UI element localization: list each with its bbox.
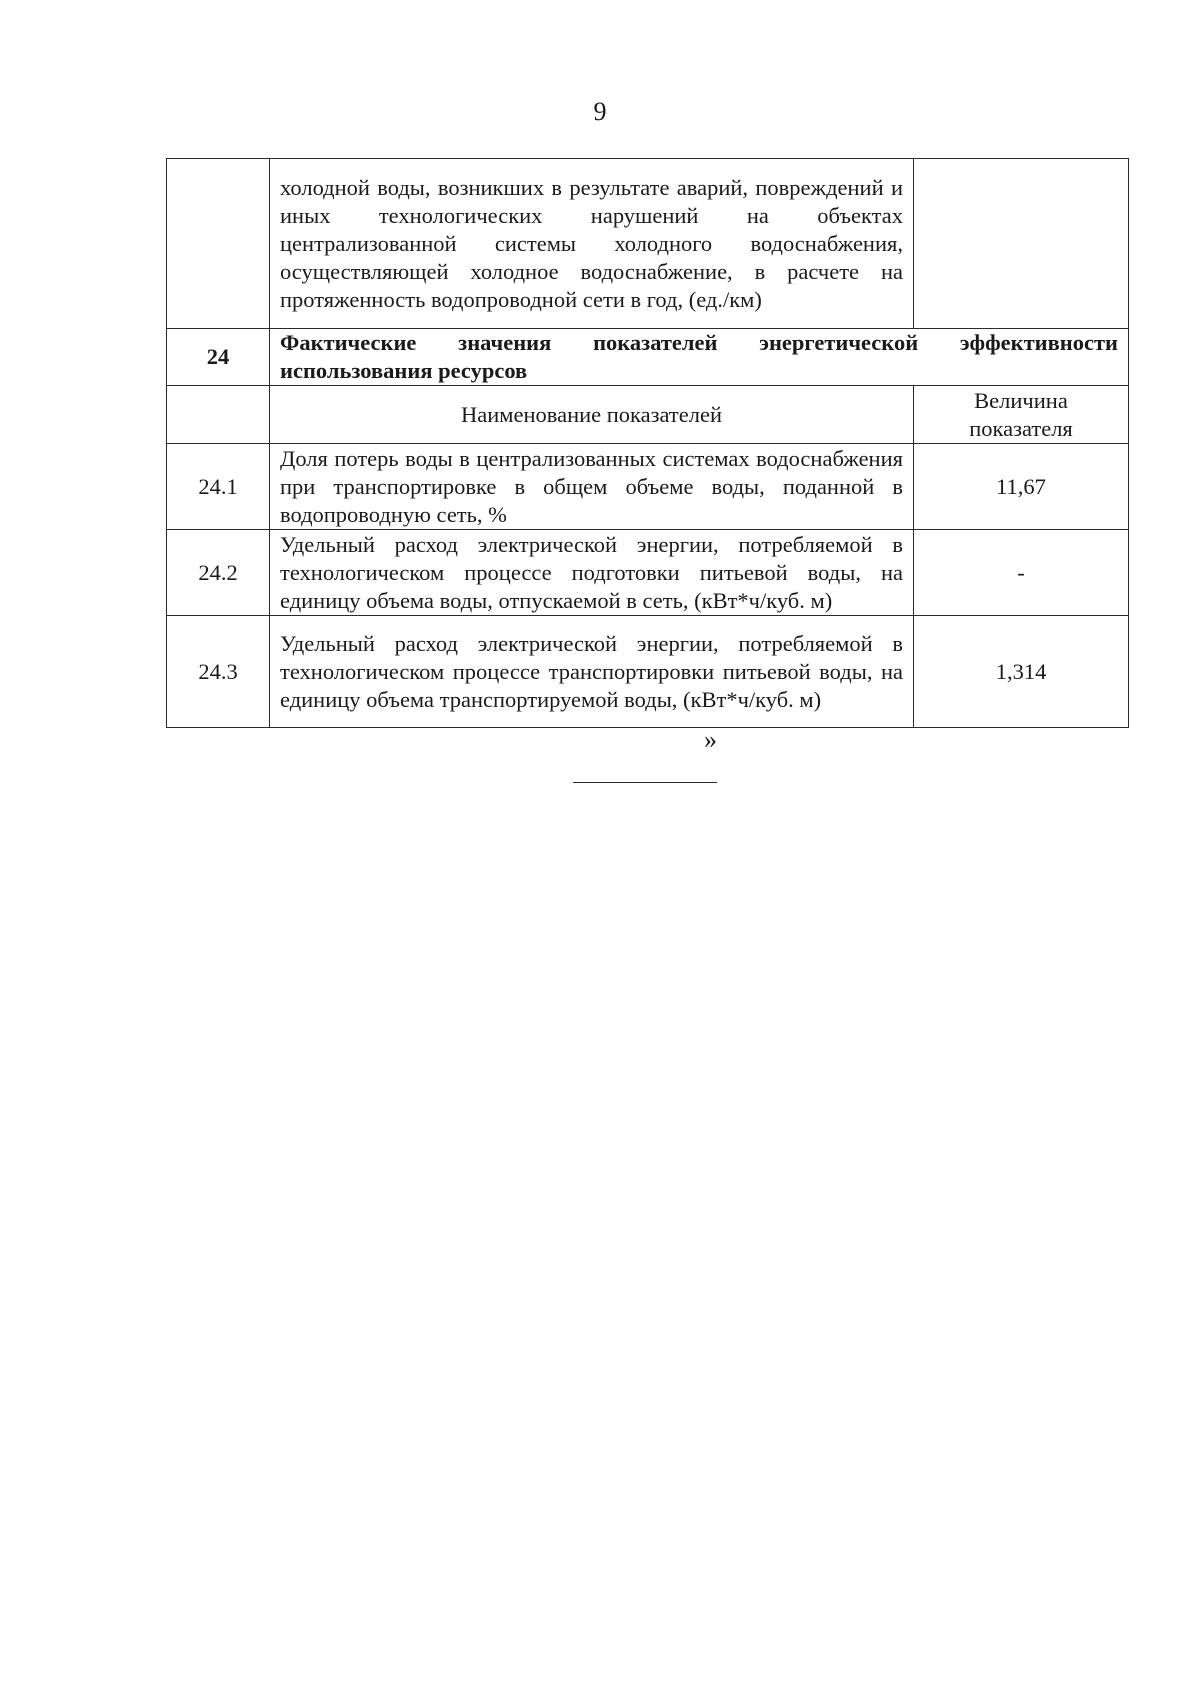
header-indicator-name: Наименование показателей	[270, 386, 914, 444]
header-indicator-value: Величина показателя	[914, 386, 1129, 444]
page-number: 9	[593, 97, 607, 126]
column-header-row	[167, 386, 1129, 444]
table-row	[167, 616, 1129, 728]
indicators-table	[166, 158, 1129, 728]
indicator-value-cell: 1,314	[914, 616, 1129, 728]
indicator-name-cell: холодной воды, возникших в результате аварий, повреждений и иных технологических нарушений на объектах централизованной системы холодного водоснабжения, осуществляющей холодное водоснабжение, в расчете на протяженность водопроводной сети в год, (ед./км)	[270, 159, 914, 329]
indicator-name-cell: Доля потерь воды в централизованных системах водоснабжения при транспортировке в общем объеме воды, поданной в водопроводную сеть, %	[270, 444, 914, 530]
indicator-value-cell: 11,67	[914, 444, 1129, 530]
table-row	[167, 159, 1129, 329]
indicator-name-cell: Удельный расход электрической энергии, потребляемой в технологическом процессе подготовки питьевой воды, на единицу объема воды, отпускаемой в сеть, (кВт*ч/куб. м)	[270, 530, 914, 616]
section-title-cell: Фактические значения показателей энергетической эффективности использования ресурсов	[270, 329, 1129, 386]
row-number-cell: 24.3	[167, 616, 270, 728]
row-number-cell: 24.2	[167, 530, 270, 616]
indicator-value-cell	[914, 159, 1129, 329]
closing-quote: »	[704, 725, 717, 754]
table-row	[167, 530, 1129, 616]
row-number-cell	[167, 159, 270, 329]
indicator-name-cell: Удельный расход электрической энергии, потребляемой в технологическом процессе транспортировки питьевой воды, на единицу объема транспортируемой воды, (кВт*ч/куб. м)	[270, 616, 914, 728]
row-number-cell: 24.1	[167, 444, 270, 530]
section-number-cell: 24	[167, 329, 270, 386]
indicator-value-cell: -	[914, 530, 1129, 616]
header-number-cell	[167, 386, 270, 444]
end-divider	[573, 782, 717, 783]
table-row	[167, 444, 1129, 530]
section-header-row	[167, 329, 1129, 386]
